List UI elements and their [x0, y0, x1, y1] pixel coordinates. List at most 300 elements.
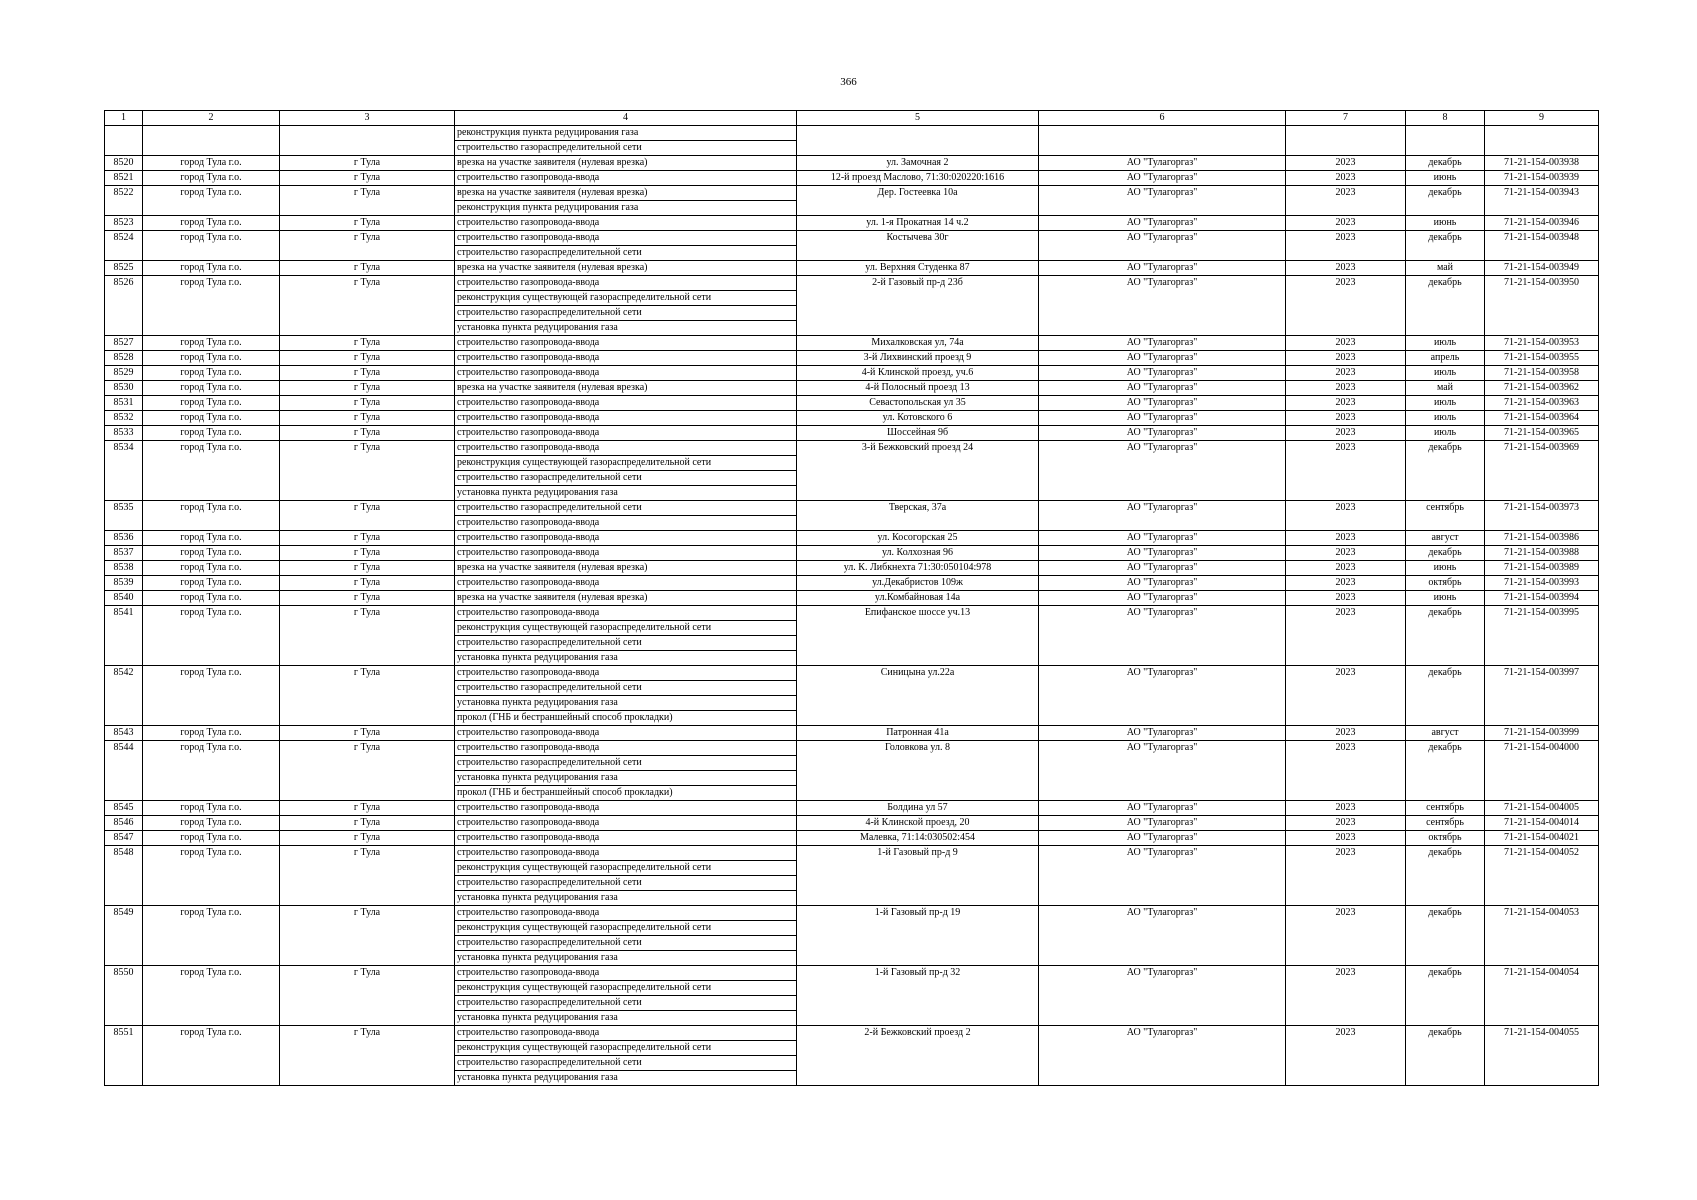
cell-number: 8546	[105, 816, 143, 831]
cell-month: декабрь	[1406, 156, 1485, 171]
cell-work: строительство газораспределительной сети	[455, 996, 797, 1011]
cell-settlement: г Тула	[280, 741, 455, 801]
cell-number: 8522	[105, 186, 143, 216]
cell-month: сентябрь	[1406, 801, 1485, 816]
cell-code: 71-21-154-003963	[1485, 396, 1599, 411]
cell-work: реконструкция существующей газораспределительной сети	[455, 621, 797, 636]
cell-number: 8538	[105, 561, 143, 576]
cell-year: 2023	[1286, 156, 1406, 171]
cell-work: строительство газораспределительной сети	[455, 1056, 797, 1071]
cell-address: ул. Верхняя Студенка 87	[797, 261, 1039, 276]
cell-code: 71-21-154-004052	[1485, 846, 1599, 906]
cell-code: 71-21-154-003986	[1485, 531, 1599, 546]
cell-year: 2023	[1286, 531, 1406, 546]
cell-municipality: город Тула г.о.	[143, 606, 280, 666]
cell-year: 2023	[1286, 591, 1406, 606]
cell-number: 8530	[105, 381, 143, 396]
cell-settlement: г Тула	[280, 966, 455, 1026]
cell-work: установка пункта редуцирования газа	[455, 1011, 797, 1026]
table-body	[105, 126, 1599, 1086]
cell-municipality: город Тула г.о.	[143, 381, 280, 396]
cell-address: ул. Косогорская 25	[797, 531, 1039, 546]
cell-month: декабрь	[1406, 846, 1485, 906]
cell-code: 71-21-154-003955	[1485, 351, 1599, 366]
cell-code: 71-21-154-004021	[1485, 831, 1599, 846]
cell-month: октябрь	[1406, 576, 1485, 591]
cell-work: установка пункта редуцирования газа	[455, 891, 797, 906]
gasification-table	[104, 110, 1599, 1086]
cell-code: 71-21-154-004055	[1485, 1026, 1599, 1086]
cell-settlement: г Тула	[280, 336, 455, 351]
cell-address: 12-й проезд Маслово, 71:30:020220:1616	[797, 171, 1039, 186]
cell-month: июнь	[1406, 591, 1485, 606]
cell-year: 2023	[1286, 336, 1406, 351]
cell-work: врезка на участке заявителя (нулевая врезка)	[455, 156, 797, 171]
cell-number: 8544	[105, 741, 143, 801]
cell-work: врезка на участке заявителя (нулевая врезка)	[455, 381, 797, 396]
cell-organization: АО "Тулагоргаз"	[1039, 276, 1286, 336]
cell-empty	[143, 126, 280, 156]
cell-work: установка пункта редуцирования газа	[455, 696, 797, 711]
cell-work: строительство газораспределительной сети	[455, 876, 797, 891]
cell-organization: АО "Тулагоргаз"	[1039, 576, 1286, 591]
cell-work: строительство газораспределительной сети	[455, 471, 797, 486]
cell-organization: АО "Тулагоргаз"	[1039, 441, 1286, 501]
cell-organization: АО "Тулагоргаз"	[1039, 606, 1286, 666]
cell-municipality: город Тула г.о.	[143, 906, 280, 966]
cell-year: 2023	[1286, 546, 1406, 561]
cell-organization: АО "Тулагоргаз"	[1039, 801, 1286, 816]
cell-address: 2-й Газовый пр-д 23б	[797, 276, 1039, 336]
table-row	[105, 561, 1599, 576]
header-cell: 5	[797, 111, 1039, 126]
cell-address: Головкова ул. 8	[797, 741, 1039, 801]
cell-municipality: город Тула г.о.	[143, 216, 280, 231]
cell-address: Болдина ул 57	[797, 801, 1039, 816]
table-row	[105, 396, 1599, 411]
cell-month: октябрь	[1406, 831, 1485, 846]
cell-number: 8529	[105, 366, 143, 381]
cell-code: 71-21-154-003953	[1485, 336, 1599, 351]
cell-municipality: город Тула г.о.	[143, 396, 280, 411]
cell-empty	[1406, 126, 1485, 156]
header-cell: 4	[455, 111, 797, 126]
cell-code: 71-21-154-003964	[1485, 411, 1599, 426]
cell-number: 8540	[105, 591, 143, 606]
cell-number: 8527	[105, 336, 143, 351]
cell-work: строительство газопровода-ввода	[455, 441, 797, 456]
cell-settlement: г Тула	[280, 366, 455, 381]
cell-number: 8548	[105, 846, 143, 906]
table-row	[105, 531, 1599, 546]
cell-month: декабрь	[1406, 966, 1485, 1026]
cell-address: Дер. Гостеевка 10а	[797, 186, 1039, 216]
cell-work: строительство газопровода-ввода	[455, 726, 797, 741]
header-cell: 6	[1039, 111, 1286, 126]
cell-code: 71-21-154-003943	[1485, 186, 1599, 216]
cell-year: 2023	[1286, 741, 1406, 801]
cell-organization: АО "Тулагоргаз"	[1039, 816, 1286, 831]
cell-code: 71-21-154-003962	[1485, 381, 1599, 396]
cell-code: 71-21-154-003969	[1485, 441, 1599, 501]
cell-work: строительство газопровода-ввода	[455, 801, 797, 816]
cell-address: 2-й Бежковский проезд 2	[797, 1026, 1039, 1086]
cell-month: сентябрь	[1406, 501, 1485, 531]
table-row	[105, 1026, 1599, 1041]
cell-municipality: город Тула г.о.	[143, 426, 280, 441]
cell-organization: АО "Тулагоргаз"	[1039, 726, 1286, 741]
cell-number: 8547	[105, 831, 143, 846]
cell-address: 4-й Клинской проезд, уч.6	[797, 366, 1039, 381]
cell-code: 71-21-154-003994	[1485, 591, 1599, 606]
cell-year: 2023	[1286, 831, 1406, 846]
cell-number: 8539	[105, 576, 143, 591]
table-row	[105, 276, 1599, 291]
table-row	[105, 171, 1599, 186]
cell-code: 71-21-154-003988	[1485, 546, 1599, 561]
cell-address: Малевка, 71:14:030502:454	[797, 831, 1039, 846]
cell-address: 4-й Полосный проезд 13	[797, 381, 1039, 396]
cell-number: 8533	[105, 426, 143, 441]
cell-work: строительство газопровода-ввода	[455, 816, 797, 831]
cell-work: строительство газопровода-ввода	[455, 966, 797, 981]
cell-address: Синицына ул.22а	[797, 666, 1039, 726]
cell-municipality: город Тула г.о.	[143, 846, 280, 906]
cell-year: 2023	[1286, 396, 1406, 411]
cell-organization: АО "Тулагоргаз"	[1039, 531, 1286, 546]
cell-work: реконструкция существующей газораспределительной сети	[455, 456, 797, 471]
cell-settlement: г Тула	[280, 846, 455, 906]
cell-organization: АО "Тулагоргаз"	[1039, 186, 1286, 216]
cell-settlement: г Тула	[280, 261, 455, 276]
cell-month: декабрь	[1406, 741, 1485, 801]
cell-work: строительство газопровода-ввода	[455, 516, 797, 531]
cell-code: 71-21-154-003950	[1485, 276, 1599, 336]
cell-municipality: город Тула г.о.	[143, 261, 280, 276]
cell-code: 71-21-154-003948	[1485, 231, 1599, 261]
header-cell: 2	[143, 111, 280, 126]
table-row	[105, 831, 1599, 846]
table-row	[105, 546, 1599, 561]
cell-address: 4-й Клинской проезд, 20	[797, 816, 1039, 831]
cell-month: декабрь	[1406, 606, 1485, 666]
cell-number: 8521	[105, 171, 143, 186]
cell-settlement: г Тула	[280, 666, 455, 726]
cell-empty	[280, 126, 455, 156]
cell-settlement: г Тула	[280, 426, 455, 441]
cell-year: 2023	[1286, 666, 1406, 726]
cell-work: строительство газопровода-ввода	[455, 831, 797, 846]
cell-code: 71-21-154-004053	[1485, 906, 1599, 966]
cell-empty	[1286, 126, 1406, 156]
cell-address: Патронная 41а	[797, 726, 1039, 741]
header-cell: 3	[280, 111, 455, 126]
table-row	[105, 351, 1599, 366]
cell-year: 2023	[1286, 726, 1406, 741]
header-cell: 8	[1406, 111, 1485, 126]
table-row	[105, 381, 1599, 396]
cell-number: 8526	[105, 276, 143, 336]
cell-year: 2023	[1286, 276, 1406, 336]
cell-month: декабрь	[1406, 276, 1485, 336]
cell-municipality: город Тула г.о.	[143, 816, 280, 831]
table-row	[105, 156, 1599, 171]
cell-organization: АО "Тулагоргаз"	[1039, 561, 1286, 576]
cell-year: 2023	[1286, 366, 1406, 381]
cell-work: строительство газопровода-ввода	[455, 366, 797, 381]
cell-work: установка пункта редуцирования газа	[455, 321, 797, 336]
cell-year: 2023	[1286, 381, 1406, 396]
cell-code: 71-21-154-004014	[1485, 816, 1599, 831]
cell-year: 2023	[1286, 171, 1406, 186]
cell-month: июль	[1406, 366, 1485, 381]
cell-month: июнь	[1406, 216, 1485, 231]
cell-organization: АО "Тулагоргаз"	[1039, 366, 1286, 381]
cell-month: июль	[1406, 336, 1485, 351]
cell-year: 2023	[1286, 801, 1406, 816]
cell-empty	[1485, 126, 1599, 156]
cell-month: декабрь	[1406, 666, 1485, 726]
cell-organization: АО "Тулагоргаз"	[1039, 351, 1286, 366]
cell-code: 71-21-154-003939	[1485, 171, 1599, 186]
cell-work: строительство газопровода-ввода	[455, 606, 797, 621]
cell-organization: АО "Тулагоргаз"	[1039, 846, 1286, 906]
cell-settlement: г Тула	[280, 531, 455, 546]
cell-number: 8536	[105, 531, 143, 546]
cell-work: установка пункта редуцирования газа	[455, 771, 797, 786]
cell-settlement: г Тула	[280, 156, 455, 171]
cell-number: 8542	[105, 666, 143, 726]
cell-work: строительство газопровода-ввода	[455, 411, 797, 426]
table-row	[105, 411, 1599, 426]
cell-work: реконструкция пункта редуцирования газа	[455, 126, 797, 141]
cell-municipality: город Тула г.о.	[143, 726, 280, 741]
cell-organization: АО "Тулагоргаз"	[1039, 741, 1286, 801]
cell-municipality: город Тула г.о.	[143, 576, 280, 591]
cell-settlement: г Тула	[280, 441, 455, 501]
cell-work: прокол (ГНБ и бестраншейный способ прокладки)	[455, 786, 797, 801]
cell-number: 8520	[105, 156, 143, 171]
table-row	[105, 426, 1599, 441]
cell-month: май	[1406, 381, 1485, 396]
cell-month: декабрь	[1406, 186, 1485, 216]
cell-work: реконструкция существующей газораспределительной сети	[455, 921, 797, 936]
table-row	[105, 966, 1599, 981]
cell-work: строительство газопровода-ввода	[455, 906, 797, 921]
cell-code: 71-21-154-003949	[1485, 261, 1599, 276]
table-row	[105, 366, 1599, 381]
cell-month: декабрь	[1406, 906, 1485, 966]
cell-address: 1-й Газовый пр-д 32	[797, 966, 1039, 1026]
cell-work: установка пункта редуцирования газа	[455, 1071, 797, 1086]
cell-year: 2023	[1286, 1026, 1406, 1086]
cell-municipality: город Тула г.о.	[143, 501, 280, 531]
cell-organization: АО "Тулагоргаз"	[1039, 501, 1286, 531]
cell-work: строительство газораспределительной сети	[455, 501, 797, 516]
cell-work: строительство газопровода-ввода	[455, 171, 797, 186]
cell-municipality: город Тула г.о.	[143, 411, 280, 426]
cell-work: реконструкция существующей газораспределительной сети	[455, 1041, 797, 1056]
cell-number: 8551	[105, 1026, 143, 1086]
cell-work: установка пункта редуцирования газа	[455, 486, 797, 501]
table-row	[105, 741, 1599, 756]
cell-settlement: г Тула	[280, 726, 455, 741]
table-row	[105, 846, 1599, 861]
cell-month: декабрь	[1406, 546, 1485, 561]
cell-organization: АО "Тулагоргаз"	[1039, 171, 1286, 186]
cell-organization: АО "Тулагоргаз"	[1039, 411, 1286, 426]
cell-municipality: город Тула г.о.	[143, 186, 280, 216]
cell-work: строительство газопровода-ввода	[455, 231, 797, 246]
cell-address: ул. К. Либкнехта 71:30:050104:978	[797, 561, 1039, 576]
cell-work: строительство газораспределительной сети	[455, 756, 797, 771]
cell-settlement: г Тула	[280, 831, 455, 846]
cell-number: 8545	[105, 801, 143, 816]
cell-address: 1-й Газовый пр-д 9	[797, 846, 1039, 906]
cell-work: врезка на участке заявителя (нулевая врезка)	[455, 561, 797, 576]
cell-municipality: город Тула г.о.	[143, 561, 280, 576]
cell-year: 2023	[1286, 351, 1406, 366]
cell-number: 8541	[105, 606, 143, 666]
cell-municipality: город Тула г.о.	[143, 831, 280, 846]
cell-municipality: город Тула г.о.	[143, 276, 280, 336]
table-row	[105, 261, 1599, 276]
cell-code: 71-21-154-003965	[1485, 426, 1599, 441]
cell-organization: АО "Тулагоргаз"	[1039, 831, 1286, 846]
cell-organization: АО "Тулагоргаз"	[1039, 216, 1286, 231]
cell-settlement: г Тула	[280, 231, 455, 261]
cell-empty	[1039, 126, 1286, 156]
cell-empty	[797, 126, 1039, 156]
cell-settlement: г Тула	[280, 186, 455, 216]
cell-work: строительство газораспределительной сети	[455, 306, 797, 321]
cell-organization: АО "Тулагоргаз"	[1039, 381, 1286, 396]
table-row	[105, 606, 1599, 621]
cell-address: 3-й Бежковский проезд 24	[797, 441, 1039, 501]
cell-settlement: г Тула	[280, 276, 455, 336]
cell-settlement: г Тула	[280, 216, 455, 231]
cell-month: май	[1406, 261, 1485, 276]
cell-year: 2023	[1286, 261, 1406, 276]
cell-work: реконструкция пункта редуцирования газа	[455, 201, 797, 216]
cell-year: 2023	[1286, 216, 1406, 231]
cell-number: 8532	[105, 411, 143, 426]
cell-year: 2023	[1286, 561, 1406, 576]
cell-month: июль	[1406, 396, 1485, 411]
cell-municipality: город Тула г.о.	[143, 366, 280, 381]
cell-number: 8543	[105, 726, 143, 741]
header-cell: 1	[105, 111, 143, 126]
cell-number: 8535	[105, 501, 143, 531]
table-row-continuation	[105, 126, 1599, 141]
cell-settlement: г Тула	[280, 606, 455, 666]
cell-organization: АО "Тулагоргаз"	[1039, 231, 1286, 261]
cell-month: июль	[1406, 411, 1485, 426]
cell-municipality: город Тула г.о.	[143, 351, 280, 366]
cell-month: август	[1406, 531, 1485, 546]
cell-month: апрель	[1406, 351, 1485, 366]
cell-month: декабрь	[1406, 441, 1485, 501]
cell-settlement: г Тула	[280, 351, 455, 366]
cell-address: 1-й Газовый пр-д 19	[797, 906, 1039, 966]
cell-code: 71-21-154-003958	[1485, 366, 1599, 381]
cell-work: строительство газопровода-ввода	[455, 576, 797, 591]
cell-work: строительство газопровода-ввода	[455, 741, 797, 756]
cell-address: 3-й Лихвинский проезд 9	[797, 351, 1039, 366]
cell-organization: АО "Тулагоргаз"	[1039, 336, 1286, 351]
cell-organization: АО "Тулагоргаз"	[1039, 426, 1286, 441]
table-row	[105, 336, 1599, 351]
cell-work: строительство газопровода-ввода	[455, 666, 797, 681]
cell-organization: АО "Тулагоргаз"	[1039, 156, 1286, 171]
cell-number: 8524	[105, 231, 143, 261]
cell-code: 71-21-154-003997	[1485, 666, 1599, 726]
table-row	[105, 231, 1599, 246]
cell-work: реконструкция существующей газораспределительной сети	[455, 861, 797, 876]
cell-number: 8550	[105, 966, 143, 1026]
cell-work: строительство газораспределительной сети	[455, 681, 797, 696]
cell-month: сентябрь	[1406, 816, 1485, 831]
cell-organization: АО "Тулагоргаз"	[1039, 1026, 1286, 1086]
cell-number: 8531	[105, 396, 143, 411]
cell-year: 2023	[1286, 231, 1406, 261]
cell-address: ул. Котовского 6	[797, 411, 1039, 426]
cell-year: 2023	[1286, 186, 1406, 216]
cell-work: строительство газопровода-ввода	[455, 1026, 797, 1041]
cell-settlement: г Тула	[280, 546, 455, 561]
cell-code: 71-21-154-003995	[1485, 606, 1599, 666]
cell-municipality: город Тула г.о.	[143, 666, 280, 726]
cell-work: строительство газопровода-ввода	[455, 846, 797, 861]
cell-settlement: г Тула	[280, 561, 455, 576]
cell-number: 8534	[105, 441, 143, 501]
cell-address: Шоссейная 9б	[797, 426, 1039, 441]
cell-work: строительство газораспределительной сети	[455, 636, 797, 651]
cell-code: 71-21-154-003946	[1485, 216, 1599, 231]
cell-work: строительство газопровода-ввода	[455, 426, 797, 441]
cell-settlement: г Тула	[280, 906, 455, 966]
cell-work: врезка на участке заявителя (нулевая врезка)	[455, 591, 797, 606]
cell-year: 2023	[1286, 846, 1406, 906]
cell-municipality: город Тула г.о.	[143, 741, 280, 801]
cell-empty	[105, 126, 143, 156]
cell-number: 8525	[105, 261, 143, 276]
cell-address: Епифанское шоссе уч.13	[797, 606, 1039, 666]
cell-address: Тверская, 37а	[797, 501, 1039, 531]
cell-address: ул. 1-я Прокатная 14 ч.2	[797, 216, 1039, 231]
cell-month: июнь	[1406, 561, 1485, 576]
table-row	[105, 726, 1599, 741]
cell-work: строительство газораспределительной сети	[455, 246, 797, 261]
cell-work: строительство газопровода-ввода	[455, 216, 797, 231]
cell-settlement: г Тула	[280, 1026, 455, 1086]
header-cell: 9	[1485, 111, 1599, 126]
table-row	[105, 576, 1599, 591]
cell-code: 71-21-154-003973	[1485, 501, 1599, 531]
cell-organization: АО "Тулагоргаз"	[1039, 666, 1286, 726]
cell-municipality: город Тула г.о.	[143, 546, 280, 561]
cell-month: август	[1406, 726, 1485, 741]
cell-settlement: г Тула	[280, 411, 455, 426]
cell-address: Михалковская ул, 74а	[797, 336, 1039, 351]
cell-work: реконструкция существующей газораспределительной сети	[455, 291, 797, 306]
cell-municipality: город Тула г.о.	[143, 531, 280, 546]
header-cell: 7	[1286, 111, 1406, 126]
cell-work: реконструкция существующей газораспределительной сети	[455, 981, 797, 996]
cell-work: врезка на участке заявителя (нулевая врезка)	[455, 261, 797, 276]
cell-code: 71-21-154-003999	[1485, 726, 1599, 741]
table-row	[105, 666, 1599, 681]
